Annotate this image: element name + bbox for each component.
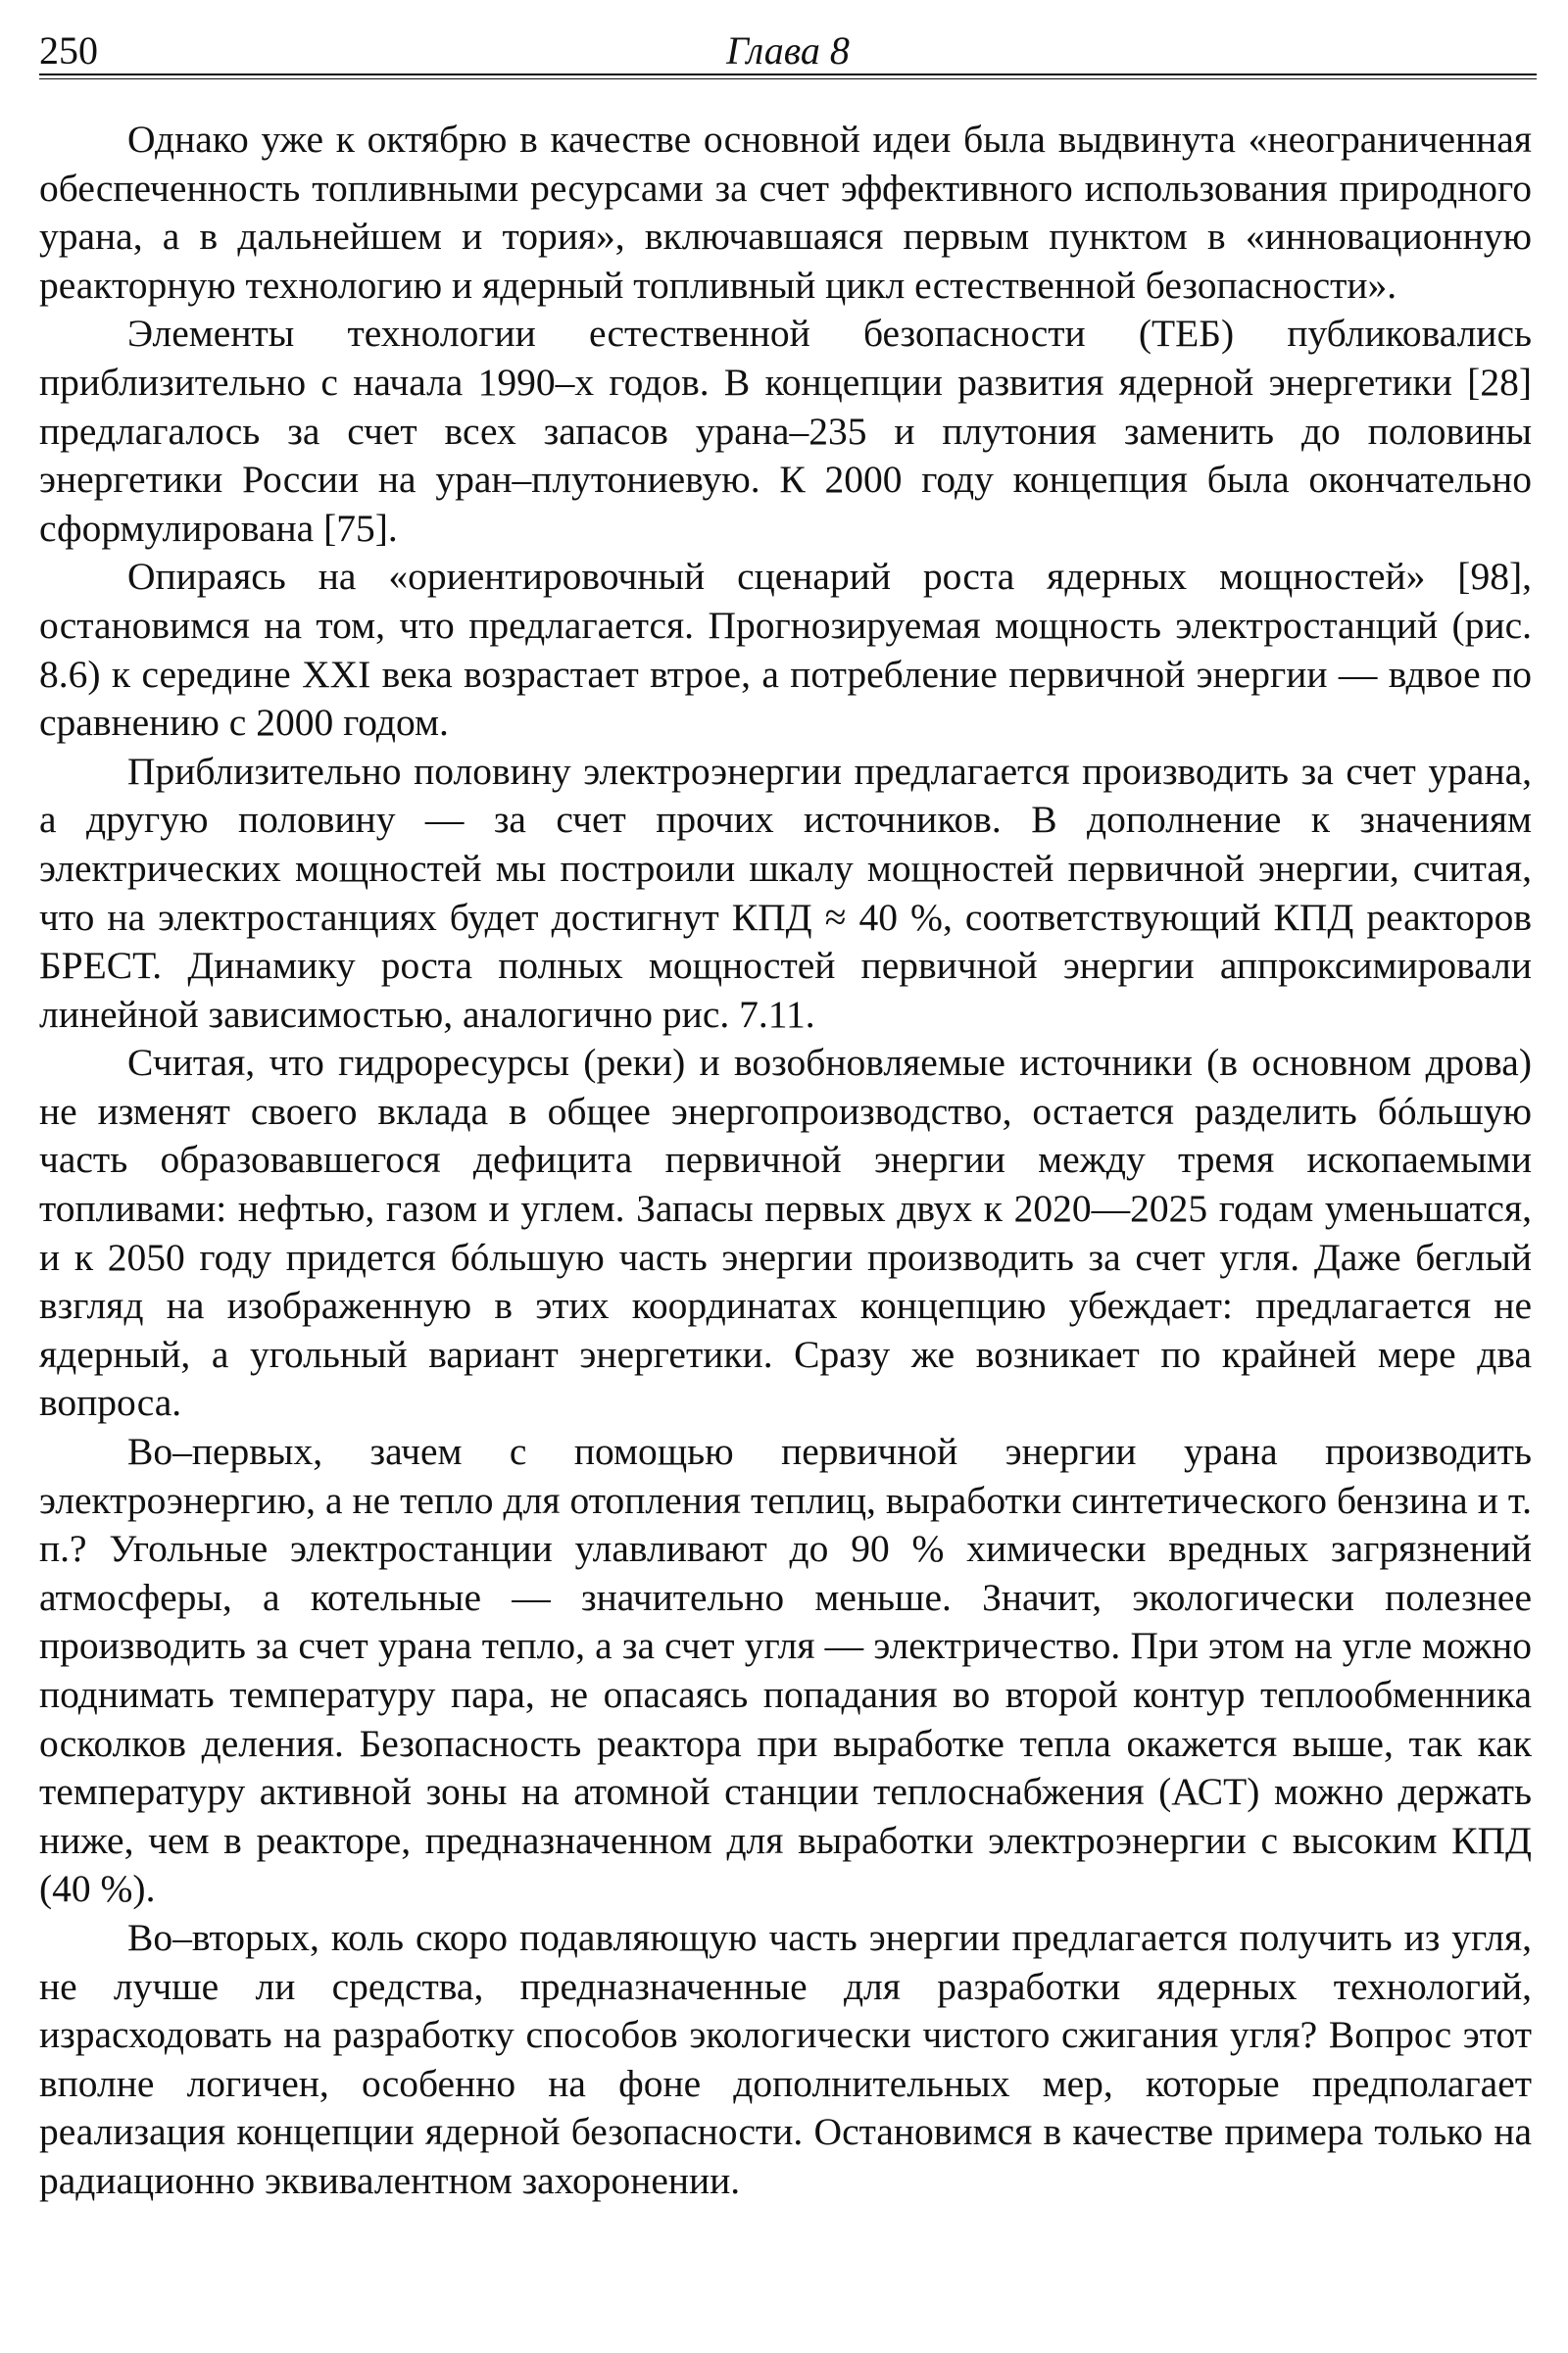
paragraph-6: Во–первых, зачем с помощью первичной энергии урана производить электроэнергию, а не тепло для отопления теплиц, выработки синтетического бензина и т. п.? Угольные электростанции улавливают до 90 % химически вредных загрязнений атмосферы, а котельные — значительно меньше. Значит, экологически полезнее производить за счет урана тепло, а за счет угля — электричество. При этом на угле можно поднимать температуру пара, не опасаясь попадания во второй контур теплообменника осколков деления. Безопасность реактора при выработке тепла окажется выше, так как температуру активной зоны на атомной станции теплоснабжения (АСТ) можно держать ниже, чем в реакторе, предназначенном для выработки электроэнергии с высоким КПД (40 %). <box>39 1430 1532 1911</box>
header-rule-secondary <box>39 78 1537 79</box>
page-number: 250 <box>39 28 98 73</box>
header-rule <box>39 74 1537 75</box>
paragraph-3: Опираясь на «ориентировочный сценарий роста ядерных мощностей» [98], остановимся на том, что предлагается. Прогнозируемая мощность электростанций (рис. 8.6) к середине XXI века возрастает втрое, а потребление первичной энергии — вдвое по сравнению с 2000 годом. <box>39 555 1532 745</box>
paragraph-7: Во–вторых, коль скоро подавляющую часть энергии предлагается получить из угля, не лучше ли средства, предназначенные для разработки ядерных технологий, израсходовать на разработку способов экологически чистого сжигания угля? Вопрос этот вполне логичен, особенно на фоне дополнительных мер, которые предполагает реализация концепции ядерной безопасности. Остановимся в качестве примера только на радиационно эквивалентном захоронении. <box>39 1915 1532 2202</box>
chapter-title: Глава 8 <box>726 28 850 73</box>
paragraph-2: Элементы технологии естественной безопасности (ТЕБ) публиковались приблизительно с начала 1990–х годов. В концепции развития ядерной энергетики [28] предлагалось за счет всех запасов урана–235 и плутония заменить до половины энергетики России на уран–плутониевую. К 2000 году концепция была окончательно сформулирована [75]. <box>39 312 1532 550</box>
paragraph-1: Однако уже к октябрю в качестве основной идеи была выдвинута «неограниченная обеспеченность топливными ресурсами за счет эффективного использования природного урана, а в дальнейшем и тория», включавшаяся первым пунктом в «инновационную реакторную технологию и ядерный топливный цикл естественной безопасности». <box>39 118 1532 307</box>
paragraph-5: Считая, что гидроресурсы (реки) и возобновляемые источники (в основном дрова) не изменят своего вклада в общее энергопроизводство, остается разделить бóльшую часть образовавшегося дефицита первичной энергии между тремя ископаемыми топливами: нефтью, газом и углем. Запасы первых двух к 2020—2025 годам уменьшатся, и к 2050 году придется бóльшую часть энергии производить за счет угля. Даже беглый взгляд на изображенную в этих координатах концепцию убеждает: предлагается не ядерный, а угольный вариант энергетики. Сразу же возникает по крайней мере два вопроса. <box>39 1041 1532 1425</box>
body-text <box>39 116 1532 2206</box>
paragraph-4: Приблизительно половину электроэнергии предлагается производить за счет урана, а другую половину — за счет прочих источников. В дополнение к значениям электрических мощностей мы построили шкалу мощностей первичной энергии, считая, что на электростанциях будет достигнут КПД ≈ 40 %, соответствующий КПД реакторов БРЕСТ. Динамику роста полных мощностей первичной энергии аппроксимировали линейной зависимостью, аналогично рис. 7.11. <box>39 749 1532 1036</box>
running-head <box>39 27 1537 78</box>
